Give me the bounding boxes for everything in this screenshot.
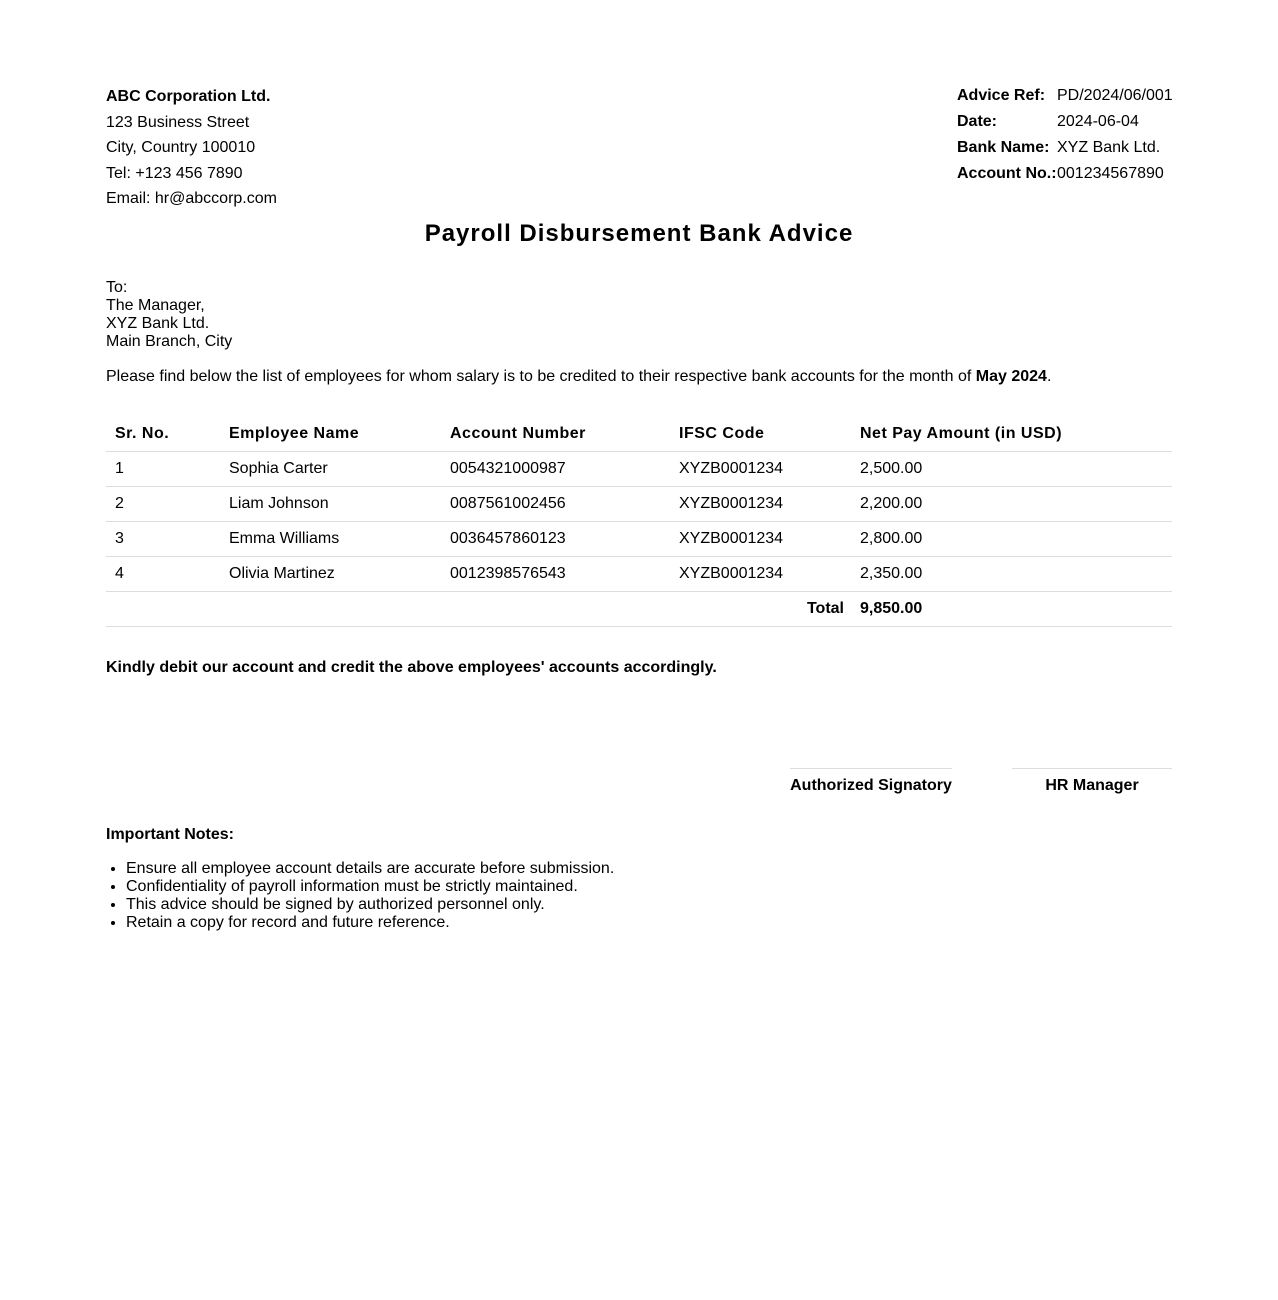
- authorized-signatory: Authorized Signatory: [790, 768, 952, 796]
- advice-meta: [957, 84, 1177, 188]
- header-ifsc-code: IFSC Code: [670, 417, 851, 452]
- intro-paragraph: [106, 367, 1186, 387]
- cell-amount: 2,800.00: [851, 522, 1172, 557]
- cell-account: 0036457860123: [441, 522, 670, 557]
- cell-amount: 2,350.00: [851, 557, 1172, 592]
- bank-name-value: XYZ Bank Ltd.: [1057, 139, 1161, 156]
- header-employee-name: Employee Name: [220, 417, 441, 452]
- bank-name-row: [957, 136, 1177, 162]
- notes-title: Important Notes:: [106, 826, 234, 843]
- page-title: Payroll Disbursement Bank Advice: [424, 220, 854, 247]
- cell-sr: 1: [106, 452, 220, 487]
- cell-name: Sophia Carter: [220, 452, 441, 487]
- cell-amount: 2,200.00: [851, 487, 1172, 522]
- total-label: Total: [106, 592, 851, 627]
- table-row: [106, 522, 1172, 557]
- cell-amount: 2,500.00: [851, 452, 1172, 487]
- company-city: City, Country 100010: [106, 139, 256, 156]
- cell-ifsc: XYZB0001234: [670, 557, 851, 592]
- recipient-line1: The Manager,: [106, 297, 205, 314]
- advice-ref-value: PD/2024/06/001: [1057, 87, 1173, 104]
- bank-name-label: Bank Name:: [957, 139, 1050, 156]
- total-row: [106, 592, 1172, 627]
- cell-sr: 4: [106, 557, 220, 592]
- table-row: [106, 452, 1172, 487]
- recipient-line2: XYZ Bank Ltd.: [106, 315, 210, 332]
- list-item: • Ensure all employee account details are accurate before submission.: [126, 860, 1026, 878]
- company-name: ABC Corporation Ltd.: [106, 88, 271, 105]
- account-no-label: Account No.:: [957, 165, 1057, 182]
- cell-name: Emma Williams: [220, 522, 441, 557]
- recipient-line3: Main Branch, City: [106, 333, 233, 350]
- recipient-to: To:: [106, 279, 128, 296]
- recipient-address: [106, 279, 506, 351]
- intro-text: Please find below the list of employees for whom salary is to be credited to their respective bank accounts for the month of: [106, 368, 976, 385]
- total-value: 9,850.00: [851, 592, 1172, 627]
- hr-manager-signature: HR Manager: [1012, 768, 1172, 796]
- cell-sr: 2: [106, 487, 220, 522]
- cell-ifsc: XYZB0001234: [670, 487, 851, 522]
- cell-account: 0087561002456: [441, 487, 670, 522]
- advice-ref-label: Advice Ref:: [957, 87, 1046, 104]
- advice-date-value: 2024-06-04: [1057, 113, 1139, 130]
- intro-month: May 2024: [975, 368, 1047, 385]
- advice-ref-row: [957, 84, 1177, 110]
- company-email: Email: hr@abccorp.com: [106, 190, 277, 207]
- account-no-value: 001234567890: [1057, 165, 1164, 182]
- company-info: [106, 84, 506, 212]
- header-net-pay: Net Pay Amount (in USD): [851, 417, 1172, 452]
- advice-date-row: [957, 110, 1177, 136]
- header-account-number: Account Number: [441, 417, 670, 452]
- notes-list: [106, 860, 1026, 932]
- header-sr-no: Sr. No.: [106, 417, 220, 452]
- list-item: • Confidentiality of payroll information must be strictly maintained.: [126, 878, 1026, 896]
- cell-account: 0054321000987: [441, 452, 670, 487]
- company-tel: Tel: +123 456 7890: [106, 164, 243, 182]
- intro-suffix: .: [1046, 368, 1052, 385]
- table-row: [106, 487, 1172, 522]
- company-street: 123 Business Street: [106, 113, 250, 131]
- cell-ifsc: XYZB0001234: [670, 452, 851, 487]
- table-header-row: [106, 417, 1172, 452]
- list-item: • This advice should be signed by authorized personnel only.: [126, 896, 1026, 914]
- cell-name: Olivia Martinez: [220, 557, 441, 592]
- payroll-table: [106, 417, 1172, 627]
- payroll-table-wrapper: [106, 417, 1172, 627]
- cell-account: 0012398576543: [441, 557, 670, 592]
- cell-name: Liam Johnson: [220, 487, 441, 522]
- cell-ifsc: XYZB0001234: [670, 522, 851, 557]
- list-item: • Retain a copy for record and future reference.: [126, 914, 1026, 932]
- table-row: [106, 557, 1172, 592]
- account-no-row: [957, 162, 1177, 188]
- advice-date-label: Date:: [957, 113, 998, 130]
- cell-sr: 3: [106, 522, 220, 557]
- debit-instruction: Kindly debit our account and credit the above employees' accounts accordingly.: [106, 659, 717, 676]
